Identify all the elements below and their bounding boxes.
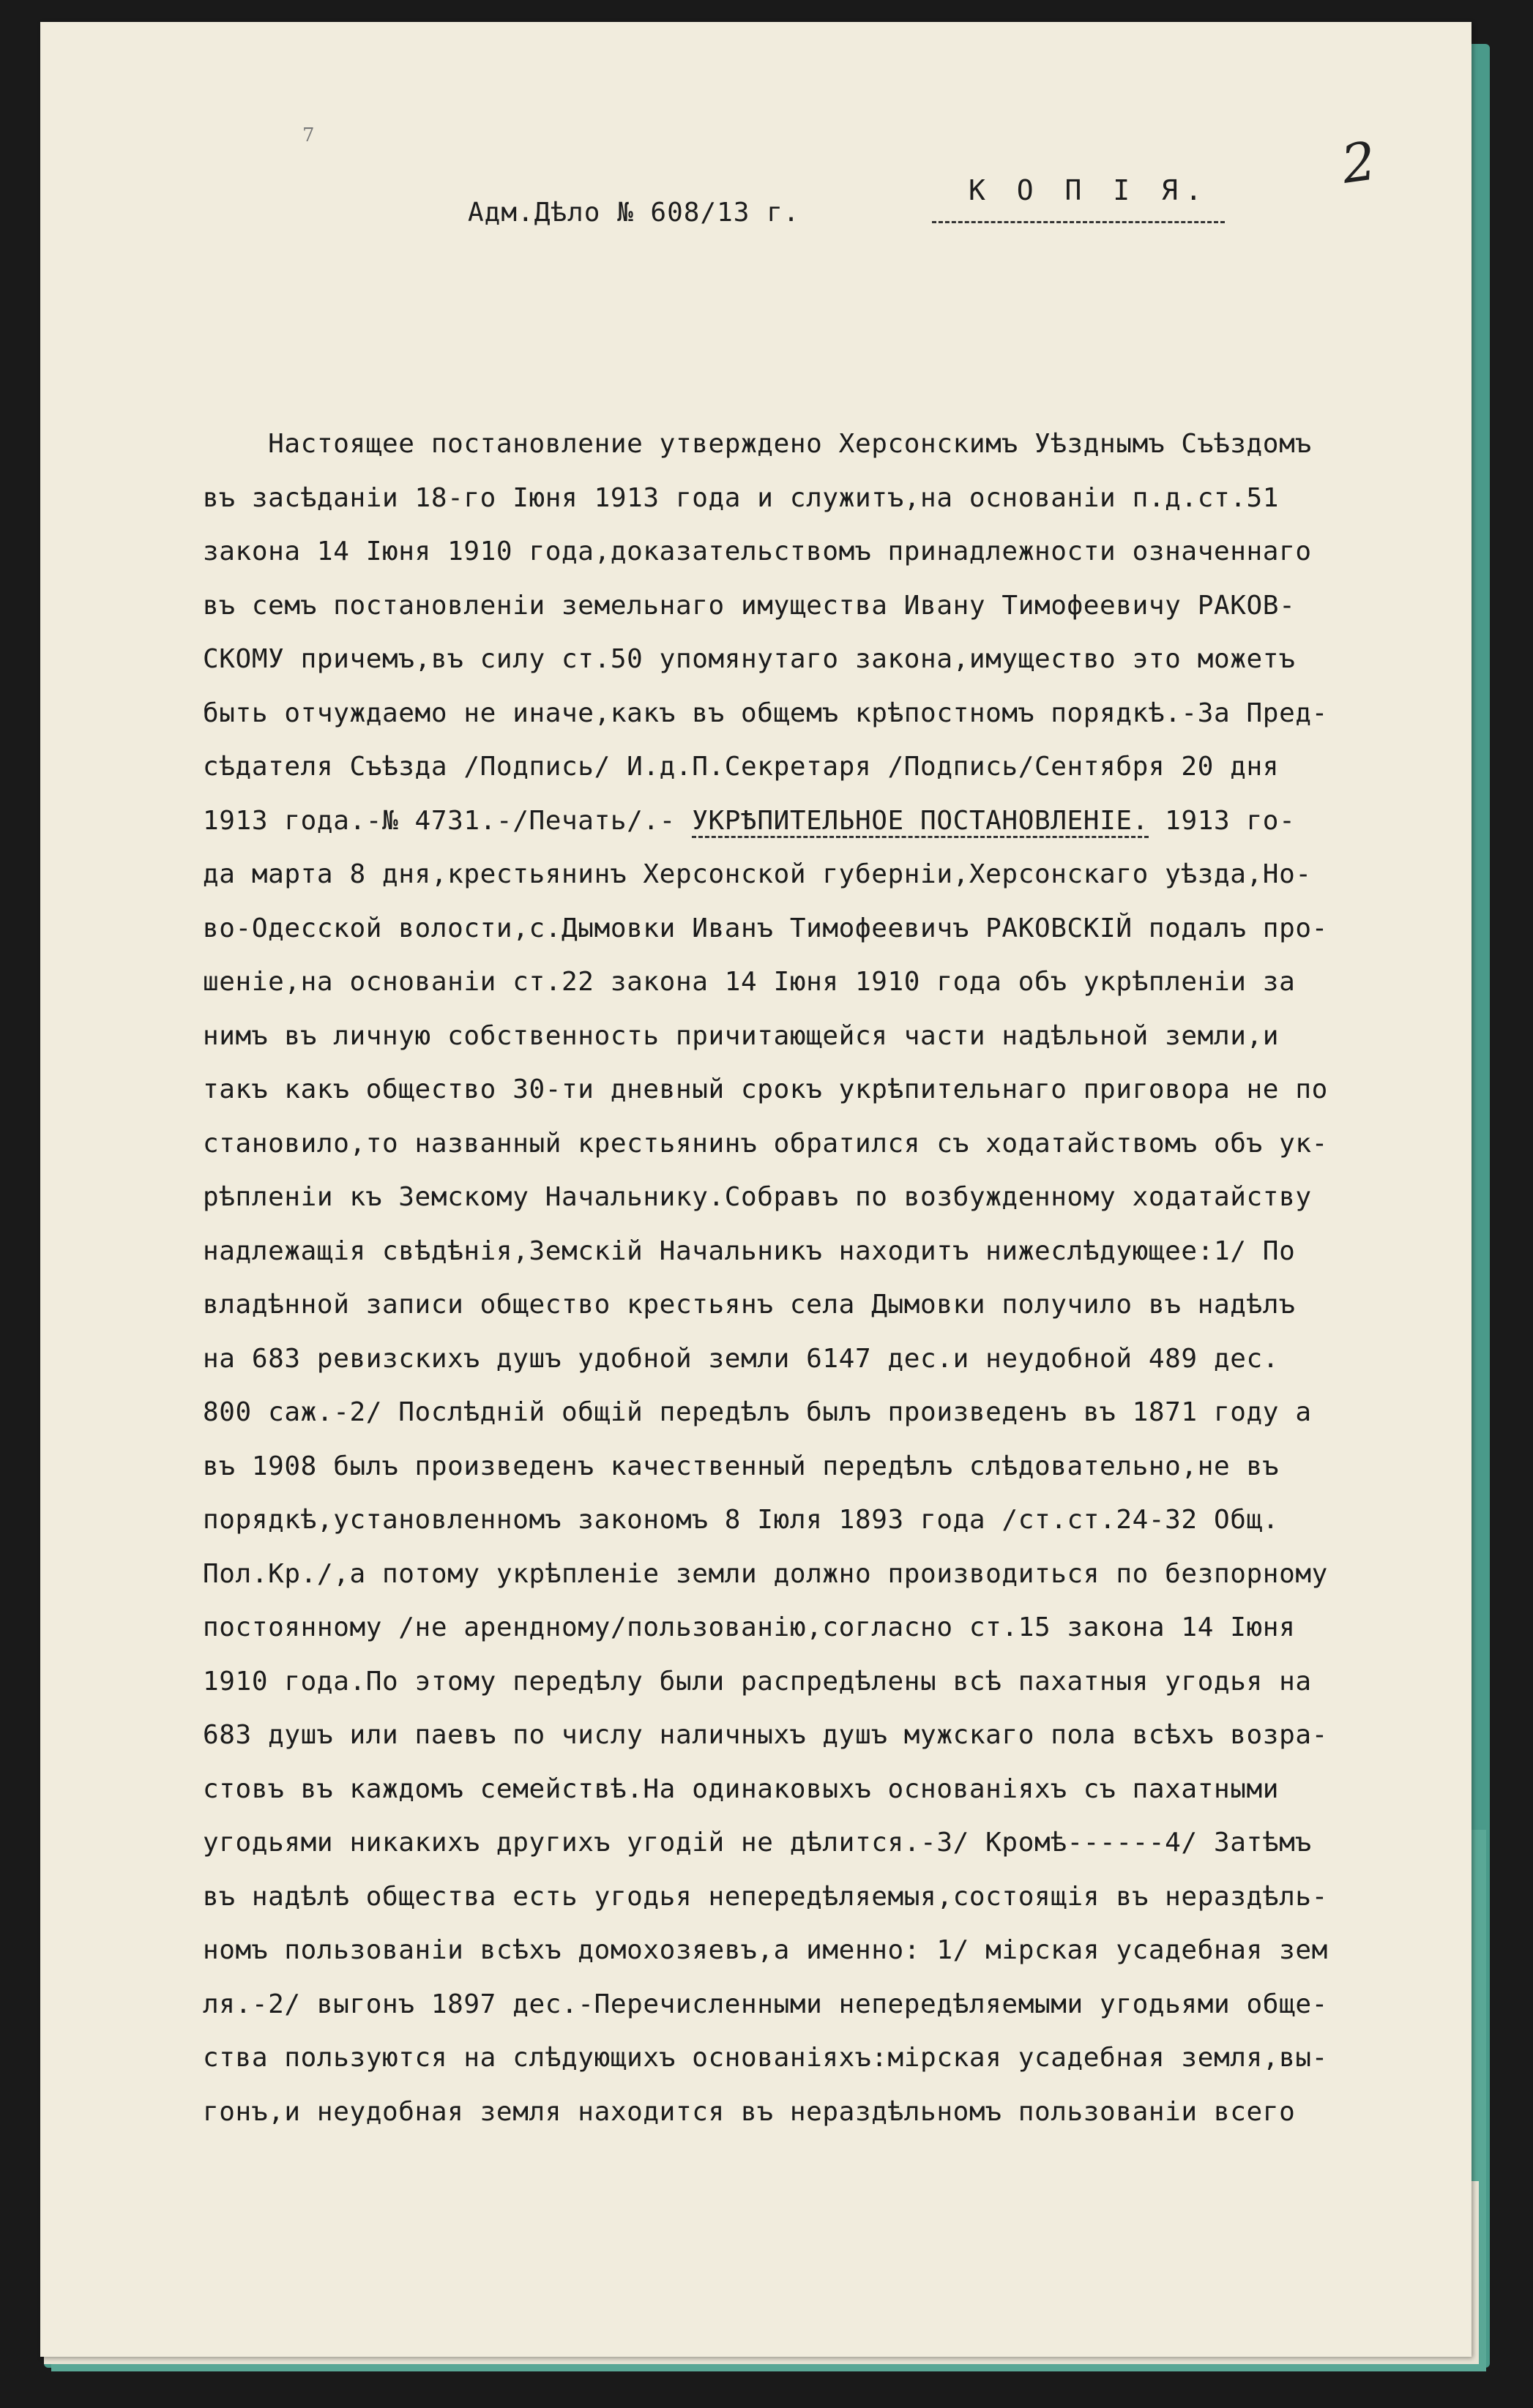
- text-line: въ 1908 былъ произведенъ качественный передѣлъ слѣдовательно,не въ: [203, 1451, 1280, 1481]
- text-line-start: 1913 года.-№ 4731.-/Печать/.-: [203, 805, 693, 836]
- text-line: шеніе,на основаніи ст.22 закона 14 Іюня 1910 года объ укрѣпленіи за: [203, 967, 1296, 997]
- document-body: [203, 417, 1447, 2139]
- text-line: быть отчуждаемо не иначе,какъ въ общемъ крѣпостномъ порядкѣ.-За Пред-: [203, 698, 1328, 728]
- text-line: такъ какъ общество 30-ти дневный срокъ укрѣпительнаго приговора не по: [203, 1074, 1328, 1104]
- text-line: сѣдателя Съѣзда /Подпись/ И.д.П.Секретаря /Подпись/Сентября 20 дня: [203, 752, 1280, 782]
- text-line-end: 1913 го-: [1148, 805, 1296, 836]
- text-line: на 683 ревизскихъ душъ удобной земли 6147 дес.и неудобной 489 дес.: [203, 1343, 1280, 1374]
- text-line: постоянному /не арендному/пользованію,согласно ст.15 закона 14 Іюня: [203, 1612, 1296, 1642]
- text-line: 1910 года.По этому передѣлу были распредѣлены всѣ пахатныя угодья на: [203, 1666, 1312, 1697]
- text-line-with-heading: [203, 794, 1447, 848]
- title-underline: [932, 221, 1225, 223]
- case-number: Адм.Дѣло № 608/13 г.: [468, 198, 800, 228]
- margin-mark: 7: [302, 124, 315, 146]
- text-line: да марта 8 дня,крестьянинъ Херсонской губерніи,Херсонскаго уѣзда,Но-: [203, 859, 1312, 889]
- document-heading: УКРѢПИТЕЛЬНОЕ ПОСТАНОВЛЕНІЕ.: [692, 806, 1149, 838]
- handwritten-page-number: 2: [1338, 130, 1380, 195]
- copy-title: К О П І Я.: [969, 174, 1209, 206]
- text-line: въ семъ постановленіи земельнаго имущества Ивану Тимофеевичу РАКОВ-: [203, 590, 1296, 621]
- text-line: 683 душъ или паевъ по числу наличныхъ душъ мужскаго пола всѣхъ возра-: [203, 1720, 1328, 1750]
- text-line: стовъ въ каждомъ семействѣ.На одинаковыхъ основаніяхъ съ пахатными: [203, 1773, 1280, 1804]
- text-line: надлежащія свѣдѣнія,Земскій Начальникъ находитъ нижеслѣдующее:1/ По: [203, 1235, 1296, 1266]
- text-line: рѣпленіи къ Земскому Начальнику.Собравъ по возбужденному ходатайству: [203, 1182, 1312, 1212]
- text-line: СКОМУ причемъ,въ силу ст.50 упомянутаго закона,имущество это можетъ: [203, 644, 1296, 674]
- text-line: угодьями никакихъ другихъ угодій не дѣлится.-3/ Кромѣ------4/ Затѣмъ: [203, 1828, 1312, 1858]
- text-line: въ засѣданіи 18-го Іюня 1913 года и служитъ,на основаніи п.д.ст.51: [203, 482, 1280, 513]
- text-line: въ надѣлѣ общества есть угодья непередѣляемыя,состоящія въ нераздѣль-: [203, 1881, 1328, 1912]
- text-line: владѣнной записи общество крестьянъ села Дымовки получило въ надѣлъ: [203, 1290, 1296, 1320]
- text-line: ля.-2/ выгонъ 1897 дес.-Перечисленными непередѣляемыми угодьями обще-: [203, 1989, 1328, 2019]
- text-line: закона 14 Іюня 1910 года,доказательствомъ принадлежности означеннаго: [203, 536, 1312, 567]
- document-page: [40, 22, 1472, 2357]
- text-line: ства пользуются на слѣдующихъ основаніяхъ:мірская усадебная земля,вы-: [203, 2043, 1328, 2073]
- text-line: становило,то названный крестьянинъ обратился съ ходатайствомъ объ ук-: [203, 1128, 1328, 1159]
- text-line: Пол.Кр./,а потому укрѣпленіе земли должно производиться по безпорному: [203, 1558, 1328, 1589]
- text-line: нимъ въ личную собственность причитающейся части надѣльной земли,и: [203, 1020, 1280, 1051]
- text-line: гонъ,и неудобная земля находится въ нераздѣльномъ пользованіи всего: [203, 2096, 1296, 2127]
- text-line: во-Одесской волости,с.Дымовки Иванъ Тимофеевичъ РАКОВСКІЙ подалъ про-: [203, 913, 1328, 943]
- text-line: 800 саж.-2/ Послѣдній общій передѣлъ былъ произведенъ въ 1871 году а: [203, 1397, 1312, 1427]
- text-line: номъ пользованіи всѣхъ домохозяевъ,а именно: 1/ мірская усадебная зем: [203, 1935, 1328, 1965]
- text-line: порядкѣ,установленномъ закономъ 8 Іюля 1893 года /ст.ст.24-32 Общ.: [203, 1505, 1280, 1535]
- text-line: Настоящее постановление утверждено Херсонскимъ Уѣзднымъ Съѣздомъ: [203, 429, 1312, 459]
